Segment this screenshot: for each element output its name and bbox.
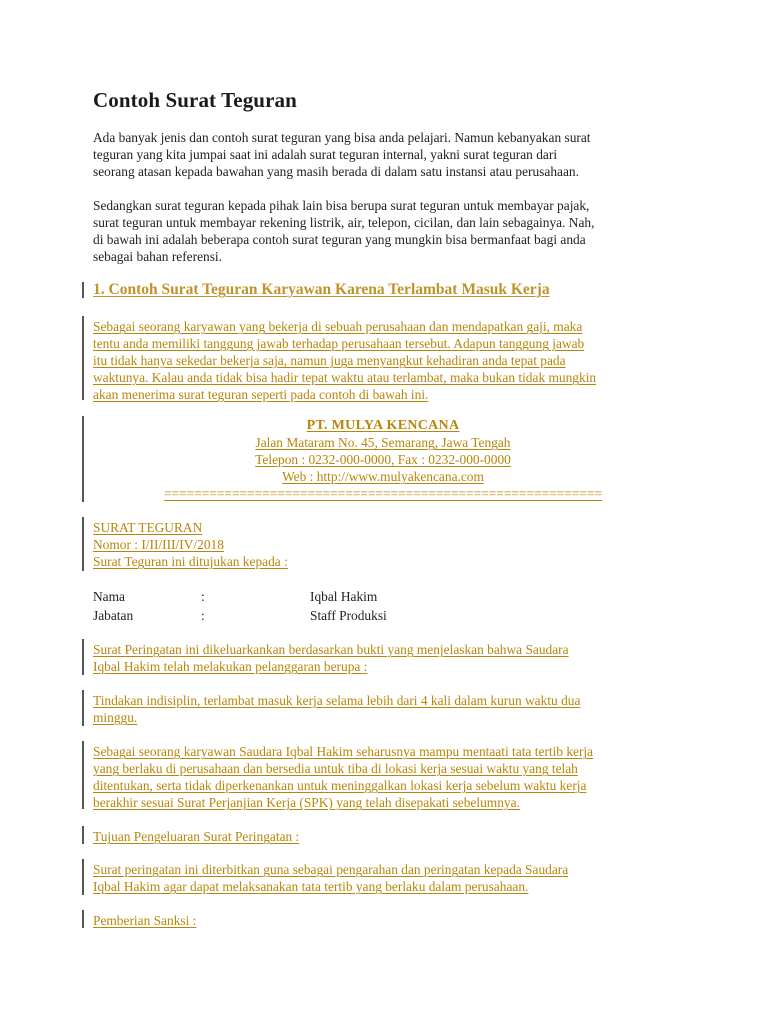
margin-bar [82,741,84,809]
company-name[interactable]: PT. MULYA KENCANA [306,418,460,433]
margin-bar [82,859,84,895]
letter-paragraph-4[interactable] [93,828,693,845]
letter-paragraph-6[interactable] [93,912,693,929]
text-line: Iqbal Hakim agar dapat melaksanakan tata tertib yang berlaku dalam perusahaan. [93,879,529,894]
text-line: Ada banyak jenis dan contoh surat teguran yang bisa anda pelajari. Namun kebanyakan surat [93,130,591,145]
text-line: Sedangkan surat teguran kepada pihak lain bisa berupa surat teguran untuk membayar pajak, [93,198,590,213]
margin-bar [82,282,84,298]
company-address[interactable]: Jalan Mataram No. 45, Semarang, Jawa Tengah [255,435,511,450]
text-line: Iqbal Hakim telah melakukan pelanggaran berupa : [93,659,368,674]
letterhead-separator: ========================================================== [163,486,602,501]
company-web[interactable]: Web : http://www.mulyakencana.com [282,469,484,484]
margin-bar [82,517,84,571]
letter-heading: SURAT TEGURAN [93,520,203,535]
text-line: berakhir sesuai Surat Perjanjian Kerja (SPK) yang telah disepakati sebelumnya. [93,795,520,810]
margin-bar [82,416,84,502]
text-line: sebagai bahan referensi. [93,249,223,264]
field-label-jabatan: Jabatan [93,608,134,623]
margin-bar [82,690,84,726]
section-intro-link[interactable] [93,318,693,403]
text-line: teguran yang kita jumpai saat ini adalah surat teguran internal, yakni surat teguran dari [93,147,558,162]
text-line: Tindakan indisiplin, terlambat masuk kerja selama lebih dari 4 kali dalam kurun waktu dua [93,693,581,708]
margin-bar [82,826,84,844]
text-line: Surat Peringatan ini dikeluarkankan berdasarkan bukti yang menjelaskan bahwa Saudara [93,642,569,657]
text-line: akan menerima surat teguran seperti pada contoh di bawah ini. [93,387,429,402]
letter-paragraph-1[interactable] [93,641,693,675]
field-separator: : [201,608,205,623]
company-letterhead [93,417,673,502]
text-line: Pemberian Sanksi : [93,913,197,928]
text-line: Surat peringatan ini diterbitkan guna sebagai pengarahan dan peringatan kepada Saudara [93,862,569,877]
letter-header[interactable] [93,519,693,570]
section-heading[interactable]: 1. Contoh Surat Teguran Karyawan Karena Terlambat Masuk Kerja [93,281,550,298]
company-phone[interactable]: Telepon : 0232-000-0000, Fax : 0232-000-0000 [255,452,511,467]
text-line: waktunya. Kalau anda tidak bisa hadir tepat waktu atau terlambat, maka bukan tidak mungkin [93,370,597,385]
intro-paragraph-2 [93,197,693,265]
margin-bar [82,316,84,400]
margin-bar [82,910,84,928]
field-value-jabatan: Staff Produksi [310,608,387,623]
text-line: ditentukan, serta tidak diperkenankan untuk meninggalkan lokasi kerja sebelum waktu kerja [93,778,587,793]
field-separator: : [201,589,205,604]
text-line: surat teguran untuk membayar rekening listrik, air, telepon, cicilan, dan lain sebagainya. Nah, [93,215,595,230]
text-line: minggu. [93,710,138,725]
letter-paragraph-2[interactable] [93,692,693,726]
text-line: tentu anda memiliki tanggung jawab terhadap perusahaan tersebut. Adapun tanggung jawab [93,336,585,351]
letter-number: Nomor : I/II/III/IV/2018 [93,537,224,552]
text-line: Sebagai seorang karyawan Saudara Iqbal Hakim seharusnya mampu mentaati tata tertib kerja [93,744,594,759]
page-title: Contoh Surat Teguran [93,88,297,112]
text-line: di bawah ini adalah beberapa contoh surat teguran yang mungkin bisa bermanfaat bagi anda [93,232,586,247]
margin-bar [82,639,84,675]
text-line: Sebagai seorang karyawan yang bekerja di sebuah perusahaan dan mendapatkan gaji, maka [93,319,583,334]
letter-paragraph-3[interactable] [93,743,693,811]
text-line: yang berlaku di perusahaan dan bersedia untuk tiba di lokasi kerja sesuai waktu yang telah [93,761,578,776]
text-line: itu tidak hanya sekedar bekerja saja, namun juga menyangkut kehadiran anda tepat pada [93,353,566,368]
intro-paragraph [93,129,693,180]
letter-addressed: Surat Teguran ini ditujukan kepada : [93,554,288,569]
field-value-nama: Iqbal Hakim [310,589,378,604]
text-line: seorang atasan kepada bawahan yang masih berada di dalam satu instansi atau perusahaan. [93,164,579,179]
field-label-nama: Nama [93,589,125,604]
letter-paragraph-5[interactable] [93,861,693,895]
text-line: Tujuan Pengeluaran Surat Peringatan : [93,829,300,844]
